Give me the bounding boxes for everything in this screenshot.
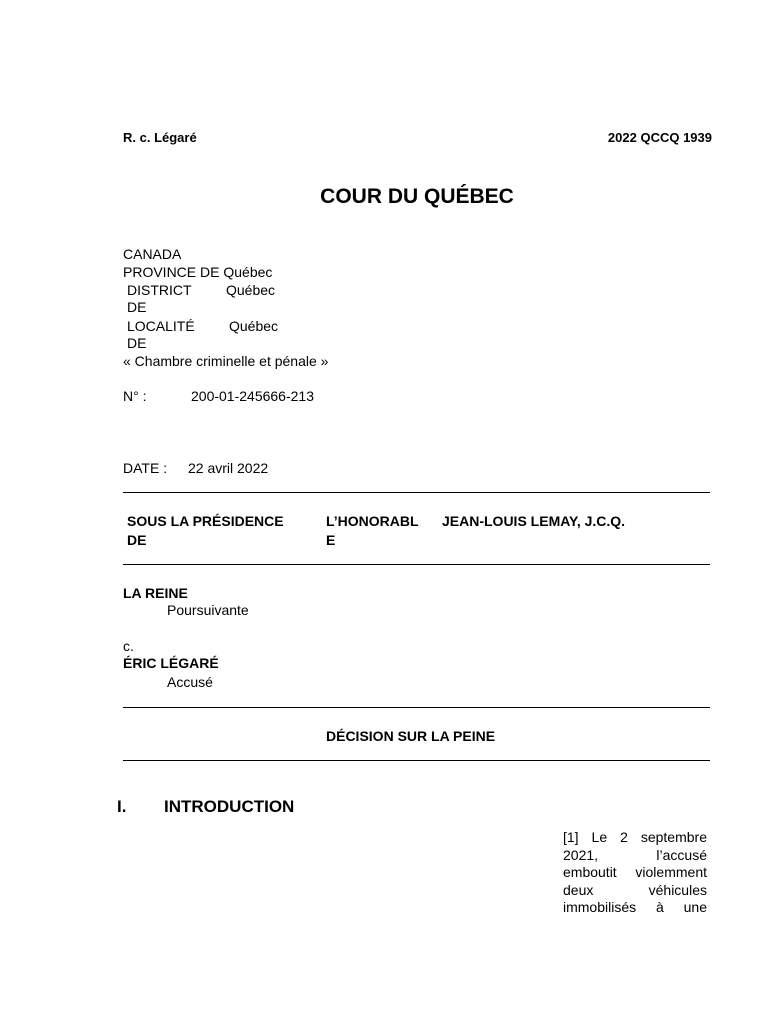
paragraph-line: deux véhicules [563, 881, 707, 898]
defendant-role: Accusé [167, 674, 213, 690]
province-value: Québec [223, 264, 273, 280]
divider [123, 707, 710, 708]
date-value: 22 avril 2022 [188, 460, 269, 476]
plaintiff-name: LA REINE [123, 585, 188, 601]
country: CANADA [123, 246, 182, 262]
chamber: « Chambre criminelle et pénale » [123, 353, 329, 369]
paragraph-line: 2021, l’accusé [563, 846, 707, 863]
neutral-citation: 2022 QCCQ 1939 [607, 130, 712, 145]
district-label-cont: DE [127, 299, 147, 315]
file-number-label: N° : [123, 388, 147, 404]
section-title: INTRODUCTION [164, 797, 295, 816]
date-label: DATE : [123, 460, 168, 476]
province-label: PROVINCE DE [123, 264, 220, 280]
divider [123, 564, 710, 565]
province-line [123, 264, 272, 280]
locality-label-cont: DE [127, 335, 147, 351]
locality-label: LOCALITÉ [127, 318, 195, 334]
plaintiff-role: Poursuivante [167, 602, 249, 618]
paragraph-line: emboutit violemment [563, 864, 707, 881]
paragraph-line: immobilisés à une [563, 899, 707, 916]
divider [123, 760, 710, 761]
court-title: COUR DU QUÉBEC [320, 185, 514, 208]
presiding-label: SOUS LA PRÉSIDENCE [127, 513, 284, 529]
file-number-value: 200-01-245666-213 [191, 388, 314, 404]
defendant-name: ÉRIC LÉGARÉ [123, 655, 219, 671]
divider [123, 492, 710, 493]
paragraph-1 [563, 829, 707, 917]
locality-value: Québec [229, 318, 279, 334]
versus: c. [123, 638, 134, 654]
case-name: R. c. Légaré [123, 130, 197, 145]
district-value: Québec [226, 282, 276, 298]
district-label: DISTRICT [127, 282, 192, 298]
decision-title: DÉCISION SUR LA PEINE [326, 728, 496, 744]
judge-title-cont: E [326, 532, 336, 548]
section-number: I. [117, 797, 127, 816]
judge-name: JEAN-LOUIS LEMAY, J.C.Q. [442, 513, 626, 529]
presiding-label-cont: DE [127, 532, 147, 548]
judge-title: L’HONORABL [326, 513, 419, 529]
paragraph-line: [1] Le 2 septembre [563, 829, 707, 845]
